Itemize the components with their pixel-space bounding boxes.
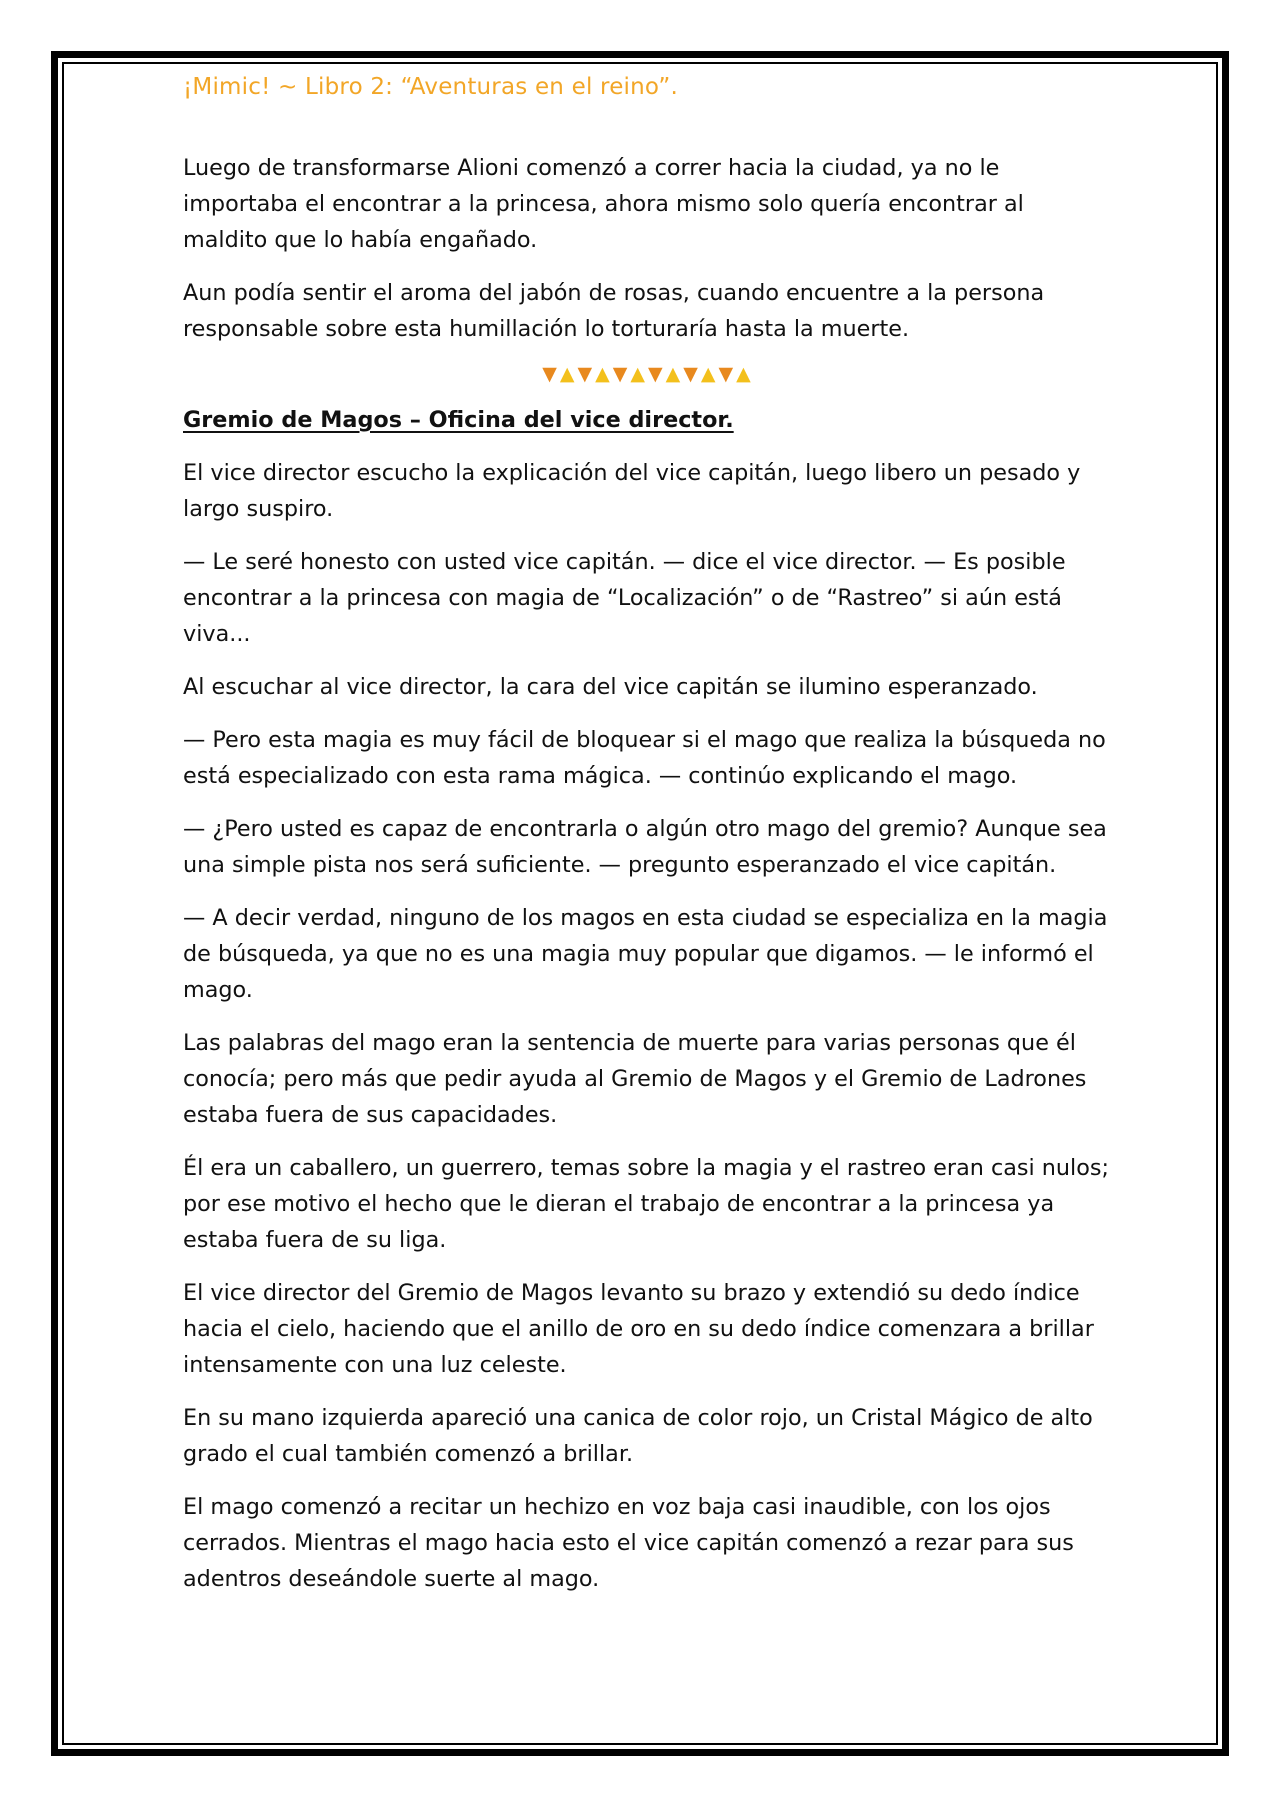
paragraph: El vice director escucho la explicación del vice capitán, luego libero un pesado y largo suspiro. [183,460,1081,522]
paragraph: Aun podía sentir el aroma del jabón de rosas, cuando encuentre a la persona responsable sobre esta humillación lo torturaría hasta la muerte. [183,280,1045,342]
paragraph: — Le seré honesto con usted vice capitán. — dice el vice director. — Es posible encontrar a la princesa con magia de “Localización” o de “Rastreo” si aún está viva... [183,549,1066,647]
paragraph: El mago comenzó a recitar un hechizo en voz baja casi inaudible, con los ojos cerrados. Mientras el mago hacia esto el vice capitán comenzó a rezar para sus adentros deseándole suerte al mago. [183,1494,1074,1592]
paragraph: En su mano izquierda apareció una canica de color rojo, un Cristal Mágico de alto grado el cual también comenzó a brillar. [183,1405,1093,1467]
paragraph: — ¿Pero usted es capaz de encontrarla o algún otro mago del gremio? Aunque sea una simple pista nos será suficiente. — pregunto esperanzado el vice capitán. [183,816,1107,878]
triangle-up-icon: ▲ [595,363,613,385]
paragraph: Al escuchar al vice director, la cara del vice capitán se ilumino esperanzado. [183,674,1038,700]
triangle-up-icon: ▲ [736,363,754,385]
paragraph: — Pero esta magia es muy fácil de bloquear si el mago que realiza la búsqueda no está especializado con esta rama mágica. — continúo explicando el mago. [183,727,1106,789]
triangle-up-icon: ▲ [630,363,648,385]
triangle-down-icon: ▼ [577,363,596,385]
running-header: ¡Mimic! ~ Libro 2: “Aventuras en el reino”. [183,74,678,100]
triangle-up-icon: ▲ [700,363,719,385]
paragraph: El vice director del Gremio de Magos levanto su brazo y extendió su dedo índice hacia el cielo, haciendo que el anillo de oro en su dedo índice comenzara a brillar intensamente con una luz celeste. [183,1280,1094,1378]
triangle-up-icon: ▲ [665,363,684,385]
paragraph: Las palabras del mago eran la sentencia de muerte para varias personas que él conocía; pero más que pedir ayuda al Gremio de Magos y el Gremio de Ladrones estaba fuera de sus capacidades. [183,1030,1087,1128]
triangle-down-icon: ▼ [683,363,701,385]
triangle-down-icon: ▼ [718,363,737,385]
paragraph: — A decir verdad, ninguno de los magos en esta ciudad se especializa en la magia de búsqueda, ya que no es una magia muy popular que digamos. — le informó el mago. [183,905,1108,1003]
paragraph: Luego de transformarse Alioni comenzó a correr hacia la ciudad, ya no le importaba el encontrar a la princesa, ahora mismo solo quería encontrar al maldito que lo había engañado. [183,155,1024,253]
triangle-divider [183,360,1113,388]
document-body [183,150,1113,1614]
triangle-down-icon: ▼ [648,363,666,385]
triangle-up-icon: ▲ [559,363,578,385]
section-heading: Gremio de Magos – Oficina del vice director. [183,407,734,433]
triangle-down-icon: ▼ [542,363,560,385]
paragraph: Él era un caballero, un guerrero, temas sobre la magia y el rastreo eran casi nulos; por ese motivo el hecho que le dieran el trabajo de encontrar a la princesa ya estaba fuera de su liga. [183,1155,1109,1253]
triangle-down-icon: ▼ [612,363,631,385]
